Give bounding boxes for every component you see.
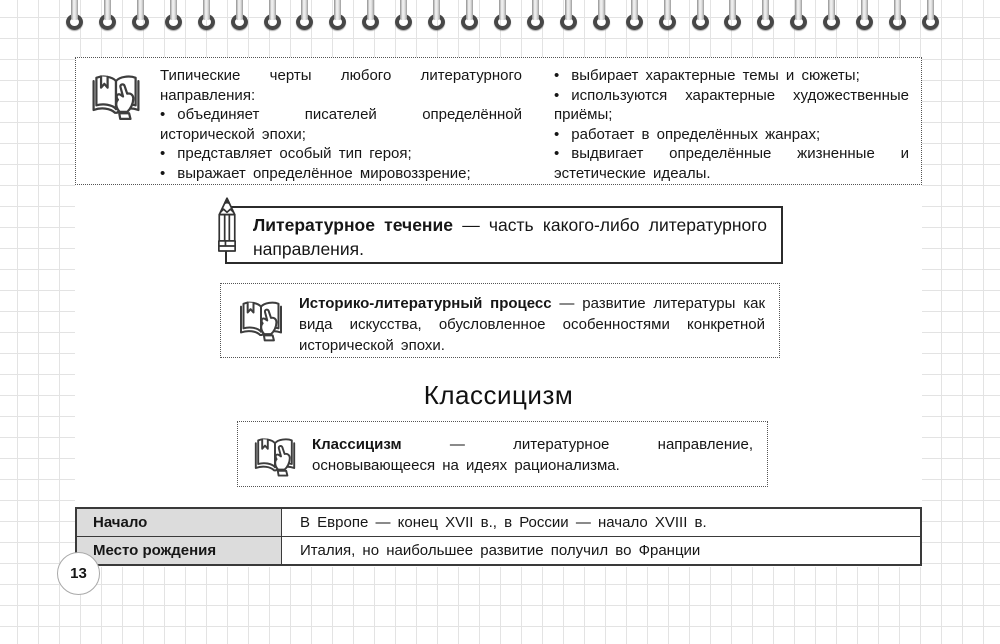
binder-ring <box>231 0 247 36</box>
bullet-dot <box>160 106 177 123</box>
binder-ring <box>790 0 806 36</box>
binder-ring <box>527 0 543 36</box>
features-right-column <box>554 66 909 182</box>
binder-ring <box>560 0 576 36</box>
page-number-badge: 13 <box>57 552 100 595</box>
section-heading: Классицизм <box>423 380 574 410</box>
feature-item: • выражает определённое мировоззрение; <box>160 164 522 184</box>
binder-ring <box>659 0 675 36</box>
bullet-dot <box>554 126 571 143</box>
binder-ring <box>395 0 411 36</box>
bullet-dot <box>554 87 571 104</box>
typical-features-box <box>75 57 922 185</box>
pencil-icon <box>212 196 242 258</box>
bullet-dot <box>160 165 177 182</box>
feature-item: • объединяет писателей определённой исторической эпохи; <box>160 105 522 144</box>
definition-box-classicism <box>237 421 768 487</box>
bullet-dot <box>554 67 571 84</box>
spiral-binding <box>66 0 938 36</box>
binder-ring <box>362 0 378 36</box>
binder-ring <box>724 0 740 36</box>
definition-flow-text <box>253 213 767 261</box>
definition-rest: — развитие литературы как вида искусства, обусловленное особенностями конкретной исторической эпохи. <box>299 295 766 354</box>
definition-rest: — литературное направление, основывающееся на идеях рационализма. <box>312 436 754 474</box>
binder-ring <box>823 0 839 36</box>
row-value: Италия, но наибольшее развитие получил во Франции <box>300 541 701 559</box>
bullet-dot <box>160 145 177 162</box>
features-intro: Типические черты любого литературного направления: <box>160 67 522 104</box>
definition-box-literary-flow <box>225 206 783 264</box>
row-value: В Европе — конец XVII в., в России — начало XVIII в. <box>282 509 920 537</box>
feature-item: • используются характерные художественные приёмы; <box>554 86 909 125</box>
binder-ring <box>329 0 345 36</box>
binder-ring <box>494 0 510 36</box>
binder-ring <box>922 0 938 36</box>
bullet-dot <box>554 145 571 162</box>
book-pointer-icon-svg <box>88 68 144 124</box>
binder-ring <box>461 0 477 36</box>
definition-term: Историко-литературный процесс <box>299 295 552 312</box>
binder-ring <box>692 0 708 36</box>
binder-ring <box>296 0 312 36</box>
definition-rest: — часть какого-либо литературного направления. <box>253 215 767 259</box>
features-left-column <box>160 66 522 182</box>
feature-item: • выдвигает определённые жизненные и эстетические идеалы. <box>554 144 909 183</box>
binder-ring <box>264 0 280 36</box>
binder-ring <box>198 0 214 36</box>
binder-ring <box>428 0 444 36</box>
row-label: Начало <box>77 509 282 537</box>
feature-item: • представляет особый тип героя; <box>160 144 522 164</box>
book-pointer-icon <box>236 295 286 350</box>
binder-ring <box>626 0 642 36</box>
feature-item: • работает в определённых жанрах; <box>554 125 909 145</box>
binder-ring <box>593 0 609 36</box>
definition-classicism-text <box>312 434 753 476</box>
binder-ring <box>132 0 148 36</box>
definition-process-text <box>299 293 765 356</box>
feature-item: • выбирает характерные темы и сюжеты; <box>554 66 909 86</box>
binder-ring <box>165 0 181 36</box>
definition-term: Литературное течение <box>253 215 453 235</box>
binder-ring <box>99 0 115 36</box>
binder-ring <box>889 0 905 36</box>
book-pointer-icon <box>251 432 299 485</box>
binder-ring <box>757 0 773 36</box>
definition-term: Классицизм <box>312 436 402 453</box>
definition-box-historical-process <box>220 283 780 358</box>
binder-ring <box>66 0 82 36</box>
binder-ring <box>856 0 872 36</box>
classicism-table <box>75 507 922 566</box>
row-label: Место рождения <box>77 537 282 565</box>
book-pointer-icon <box>88 66 154 178</box>
